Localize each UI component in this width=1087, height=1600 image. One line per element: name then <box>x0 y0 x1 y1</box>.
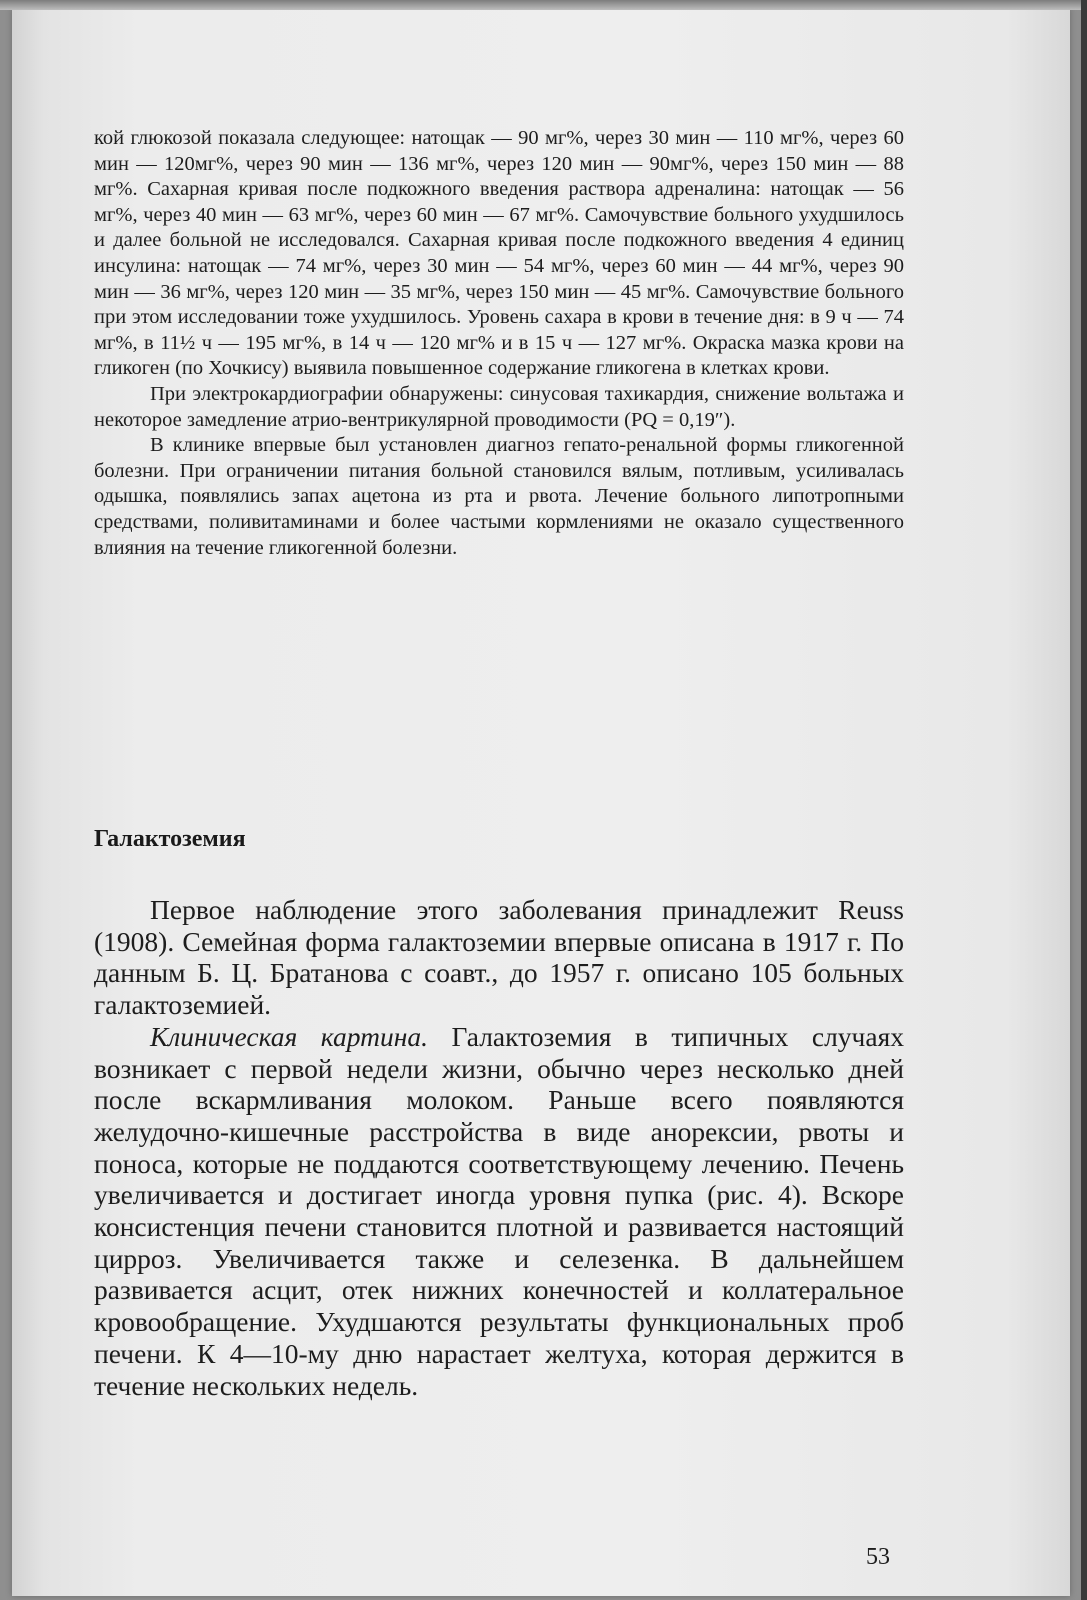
body-text-large <box>94 894 904 1401</box>
scan-top-shadow <box>0 0 1087 10</box>
section-heading: Галактоземия <box>94 826 246 852</box>
paragraph-clinical <box>94 1021 904 1401</box>
paragraph-diagnosis: В клинике впервые был установлен диагноз гепато-ренальной формы гликогенной болезни. При ограничении питания больной становился вялым, потливым, усиливалась одышка, появлялись запах ацетона из рта и рвота. Лечение больного липотропными средствами, поливитаминами и более частыми кормлениями не оказало существенного влияния на течение гликогенной болезни. <box>94 434 904 559</box>
paragraph-continuation: кой глюкозой показала следующее: натощак — 90 мг%, через 30 мин — 110 мг%, через 60 мин — 120мг%, через 90 мин — 136 мг%, через 120 мин — 90мг%, через 150 мин — 88 мг%. Сахарная кривая после подкожного введения раствора адреналина: натощак — 56 мг%, через 40 мин — 63 мг%, через 60 мин — 67 мг%. Самочувствие больного ухудшилось и далее больной не исследовался. Сахарная кривая после подкожного введения 4 единиц инсулина: натощак — 74 мг%, через 30 мин — 54 мг%, через 60 мин — 44 мг%, через 90 мин — 36 мг%, через 120 мин — 35 мг%, через 150 мин — 45 мг%. Самочувствие больного при этом исследовании тоже ухудшилось. Уровень сахара в крови в течение дня: в 9 ч — 74 мг%, в 11½ ч — 195 мг%, в 14 ч — 120 мг% и в 15 ч — 127 мг%. Окраска мазка крови на гликоген (по Хочкису) выявила повышенное содержание гликогена в клетках крови. <box>94 127 904 380</box>
page-number: 53 <box>866 1544 890 1570</box>
clinical-text: Галактоземия в типичных случаях возникает с первой недели жизни, обычно через несколько дней после вскармливания молоком. Раньше всего появляются желудочно-кишечные расстройства в виде анорексии, рвоты и поноса, которые не поддаются соответствующему лечению. Печень увеличивается и достигает иногда уровня пупка (рис. 4). Вскоре консистенция печени становится плотной и развивается настоящий цирроз. Увеличивается также и селезенка. В дальнейшем развивается асцит, отек нижних конечностей и коллатеральное кровообращение. Ухудшаются результаты функциональных проб печени. К 4—10-му дню нарастает желтуха, которая держится в течение нескольких недель. <box>94 1020 904 1401</box>
paragraph-intro: Первое наблюдение этого заболевания принадлежит Reuss (1908). Семейная форма галактоземии впервые описана в 1917 г. По данным Б. Ц. Братанова с соавт., до 1957 г. описано 105 больных галактоземией. <box>94 894 904 1021</box>
clinical-label: Клиническая картина. <box>150 1020 428 1052</box>
body-text-small <box>94 126 904 561</box>
scan-right-edge <box>1081 0 1087 1600</box>
paragraph-ecg: При электрокардиографии обнаружены: синусовая тахикардия, снижение вольтажа и некоторое замедление атрио-вентрикулярной проводимости (PQ = 0,19″). <box>94 382 904 431</box>
